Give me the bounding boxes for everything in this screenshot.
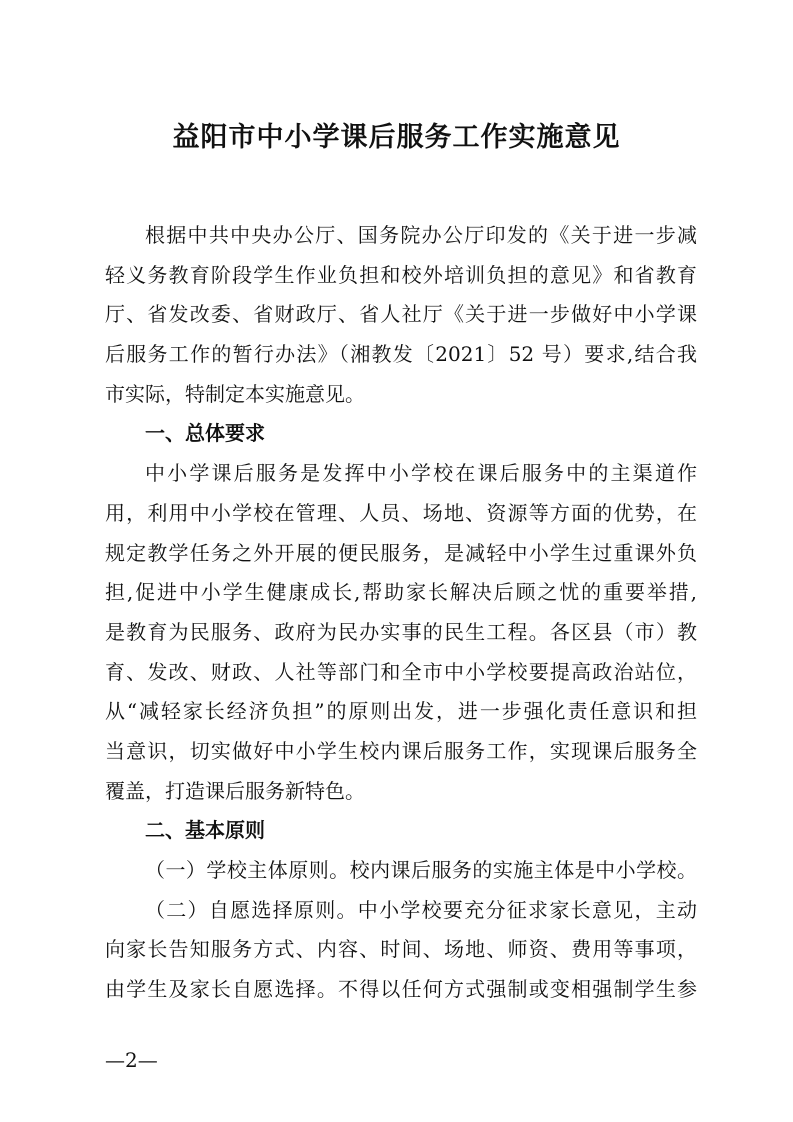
paragraph-line: 中小学课后服务是发挥中小学校在课后服务中的主渠道作	[145, 461, 697, 486]
paragraph-line: 市实际，特制定本实施意见。	[105, 381, 365, 406]
page-number: —2—	[105, 1048, 158, 1072]
paragraph-line: 育、发改、财政、人社等部门和全市中小学校要提高政治站位，	[105, 659, 697, 684]
paragraph-line: 用，利用中小学校在管理、人员、场地、资源等方面的优势，在	[105, 500, 697, 525]
paragraph-line: 从“减轻家长经济负担”的原则出发，进一步强化责任意识和担	[105, 699, 697, 724]
paragraph-line: （二）自愿选择原则。中小学校要充分征求家长意见，主动	[145, 897, 697, 922]
paragraph-line: （一）学校主体原则。校内课后服务的实施主体是中小学校。	[145, 858, 697, 882]
paragraph-line: 担,促进中小学生健康成长,帮助家长解决后顾之忧的重要举措,	[105, 580, 697, 605]
paragraph-line: 是教育为民服务、政府为民办实事的民生工程。各区县（市）教	[105, 619, 697, 644]
paragraph-line: 由学生及家长自愿选择。不得以任何方式强制或变相强制学生参	[105, 977, 697, 1002]
document-body	[105, 216, 697, 1010]
section-heading: 二、基本原则	[145, 818, 265, 843]
paragraph-line: 轻义务教育阶段学生作业负担和校外培训负担的意见》和省教育	[105, 262, 697, 287]
paragraph-line: 规定教学任务之外开展的便民服务，是减轻中小学生过重课外负	[105, 540, 697, 565]
paragraph-line: 向家长告知服务方式、内容、时间、场地、师资、费用等事项，	[105, 937, 697, 962]
paragraph-line: 后服务工作的暂行办法》（湘教发〔2021〕52 号）要求,结合我	[105, 342, 697, 367]
paragraph-line: 根据中共中央办公厅、国务院办公厅印发的《关于进一步减	[145, 223, 697, 247]
paragraph-line: 覆盖，打造课后服务新特色。	[105, 778, 365, 803]
document-title: 益阳市中小学课后服务工作实施意见	[172, 122, 621, 153]
paragraph-line: 当意识，切实做好中小学生校内课后服务工作，实现课后服务全	[105, 738, 697, 763]
section-heading: 一、总体要求	[145, 421, 265, 446]
paragraph-line: 厅、省发改委、省财政厅、省人社厅《关于进一步做好中小学课	[105, 302, 697, 327]
